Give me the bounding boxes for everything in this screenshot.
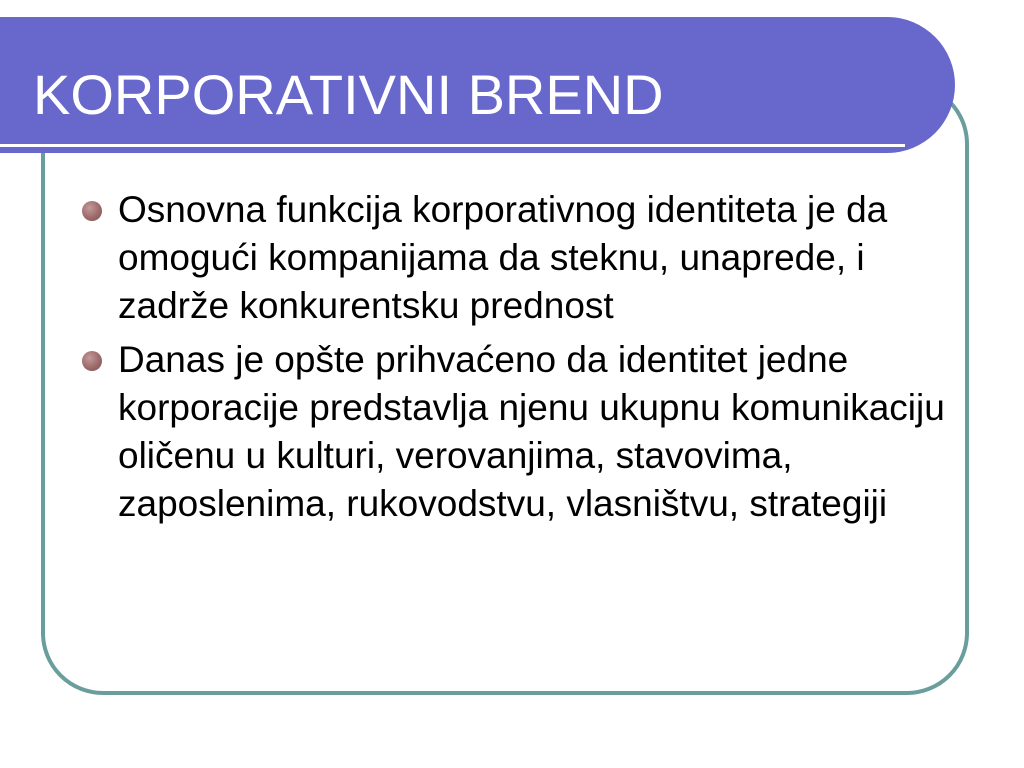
bullet-text: Danas je opšte prihvaćeno da identitet jedne korporacije predstavlja njenu ukupnu komunikaciju oličenu u kulturi, verovanjima, stavovima, zaposlenima, rukovodstvu, vlasništvu, strategiji (118, 339, 945, 524)
title-bar (0, 17, 955, 153)
slide-title: KORPORATIVNI BREND (33, 63, 664, 126)
bullet-dot-icon (82, 201, 102, 221)
bullet-list (118, 186, 968, 534)
title-underline (0, 144, 905, 147)
bullet-dot-icon (82, 351, 102, 371)
bullet-item (118, 336, 968, 528)
bullet-item (118, 186, 968, 330)
bullet-text: Osnovna funkcija korporativnog identiteta je da omogući kompanijama da steknu, unaprede, i zadrže konkurentsku prednost (118, 189, 888, 326)
